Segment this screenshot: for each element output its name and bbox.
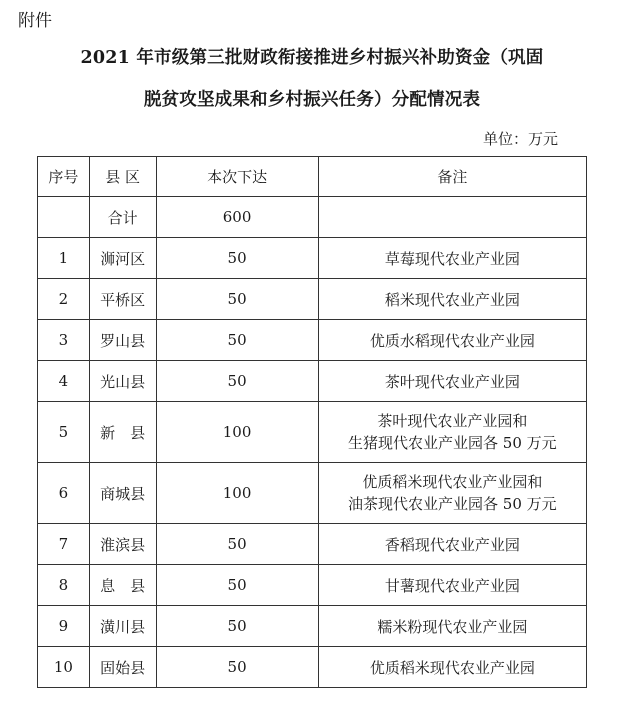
row-number: 9	[38, 606, 90, 647]
row-amount: 50	[156, 606, 318, 647]
total-number-cell	[38, 197, 90, 238]
column-header-number: 序号	[38, 157, 90, 197]
document-title-line-1: 2021 年市级第三批财政衔接推进乡村振兴补助资金（巩固	[80, 48, 544, 68]
row-county: 平桥区	[89, 279, 156, 320]
row-remarks	[318, 463, 586, 524]
row-amount: 50	[156, 565, 318, 606]
row-remarks: 优质稻米现代农业产业园	[318, 647, 586, 688]
row-county: 光山县	[89, 361, 156, 402]
row-amount: 100	[156, 463, 318, 524]
table-row	[38, 565, 587, 606]
allocation-table	[37, 156, 587, 688]
row-remarks-line-2: 生猪现代农业产业园各 50 万元	[348, 434, 557, 452]
row-remarks	[318, 402, 586, 463]
row-county: 商城县	[89, 463, 156, 524]
row-amount: 50	[156, 524, 318, 565]
table-row	[38, 238, 587, 279]
table-row	[38, 647, 587, 688]
column-header-remarks: 备注	[318, 157, 586, 197]
row-county: 息 县	[89, 565, 156, 606]
total-remarks-cell	[318, 197, 586, 238]
row-number: 7	[38, 524, 90, 565]
row-amount: 50	[156, 361, 318, 402]
row-number: 4	[38, 361, 90, 402]
row-remarks-line-1: 茶叶现代农业产业园和	[377, 412, 528, 430]
row-remarks: 甘薯现代农业产业园	[318, 565, 586, 606]
row-number: 6	[38, 463, 90, 524]
row-remarks: 糯米粉现代农业产业园	[318, 606, 586, 647]
row-amount: 50	[156, 279, 318, 320]
table-row	[38, 402, 587, 463]
row-remarks-line-2: 油茶现代农业产业园各 50 万元	[348, 495, 557, 513]
row-number: 5	[38, 402, 90, 463]
attachment-label: 附件	[18, 11, 52, 31]
row-county: 罗山县	[89, 320, 156, 361]
row-remarks: 优质水稻现代农业产业园	[318, 320, 586, 361]
row-county: 新 县	[89, 402, 156, 463]
total-amount: 600	[156, 197, 318, 238]
row-remarks-line-1: 优质稻米现代农业产业园和	[362, 473, 543, 491]
row-county: 固始县	[89, 647, 156, 688]
total-row	[38, 197, 587, 238]
row-number: 3	[38, 320, 90, 361]
table-row	[38, 463, 587, 524]
row-number: 8	[38, 565, 90, 606]
document-title-line-2: 脱贫攻坚成果和乡村振兴任务）分配情况表	[143, 90, 481, 110]
row-remarks: 草莓现代农业产业园	[318, 238, 586, 279]
row-county: 淮滨县	[89, 524, 156, 565]
total-label: 合计	[89, 197, 156, 238]
row-amount: 100	[156, 402, 318, 463]
row-number: 2	[38, 279, 90, 320]
column-header-county: 县 区	[89, 157, 156, 197]
row-remarks: 茶叶现代农业产业园	[318, 361, 586, 402]
row-remarks: 香稻现代农业产业园	[318, 524, 586, 565]
row-number: 1	[38, 238, 90, 279]
row-amount: 50	[156, 238, 318, 279]
row-amount: 50	[156, 320, 318, 361]
table-row	[38, 279, 587, 320]
row-county: 浉河区	[89, 238, 156, 279]
table-row	[38, 606, 587, 647]
row-remarks: 稻米现代农业产业园	[318, 279, 586, 320]
column-header-amount: 本次下达	[156, 157, 318, 197]
unit-label: 单位：万元	[482, 130, 558, 148]
table-row	[38, 361, 587, 402]
table-header-row	[38, 157, 587, 197]
row-number: 10	[38, 647, 90, 688]
row-amount: 50	[156, 647, 318, 688]
table-row	[38, 320, 587, 361]
row-county: 潢川县	[89, 606, 156, 647]
table-row	[38, 524, 587, 565]
